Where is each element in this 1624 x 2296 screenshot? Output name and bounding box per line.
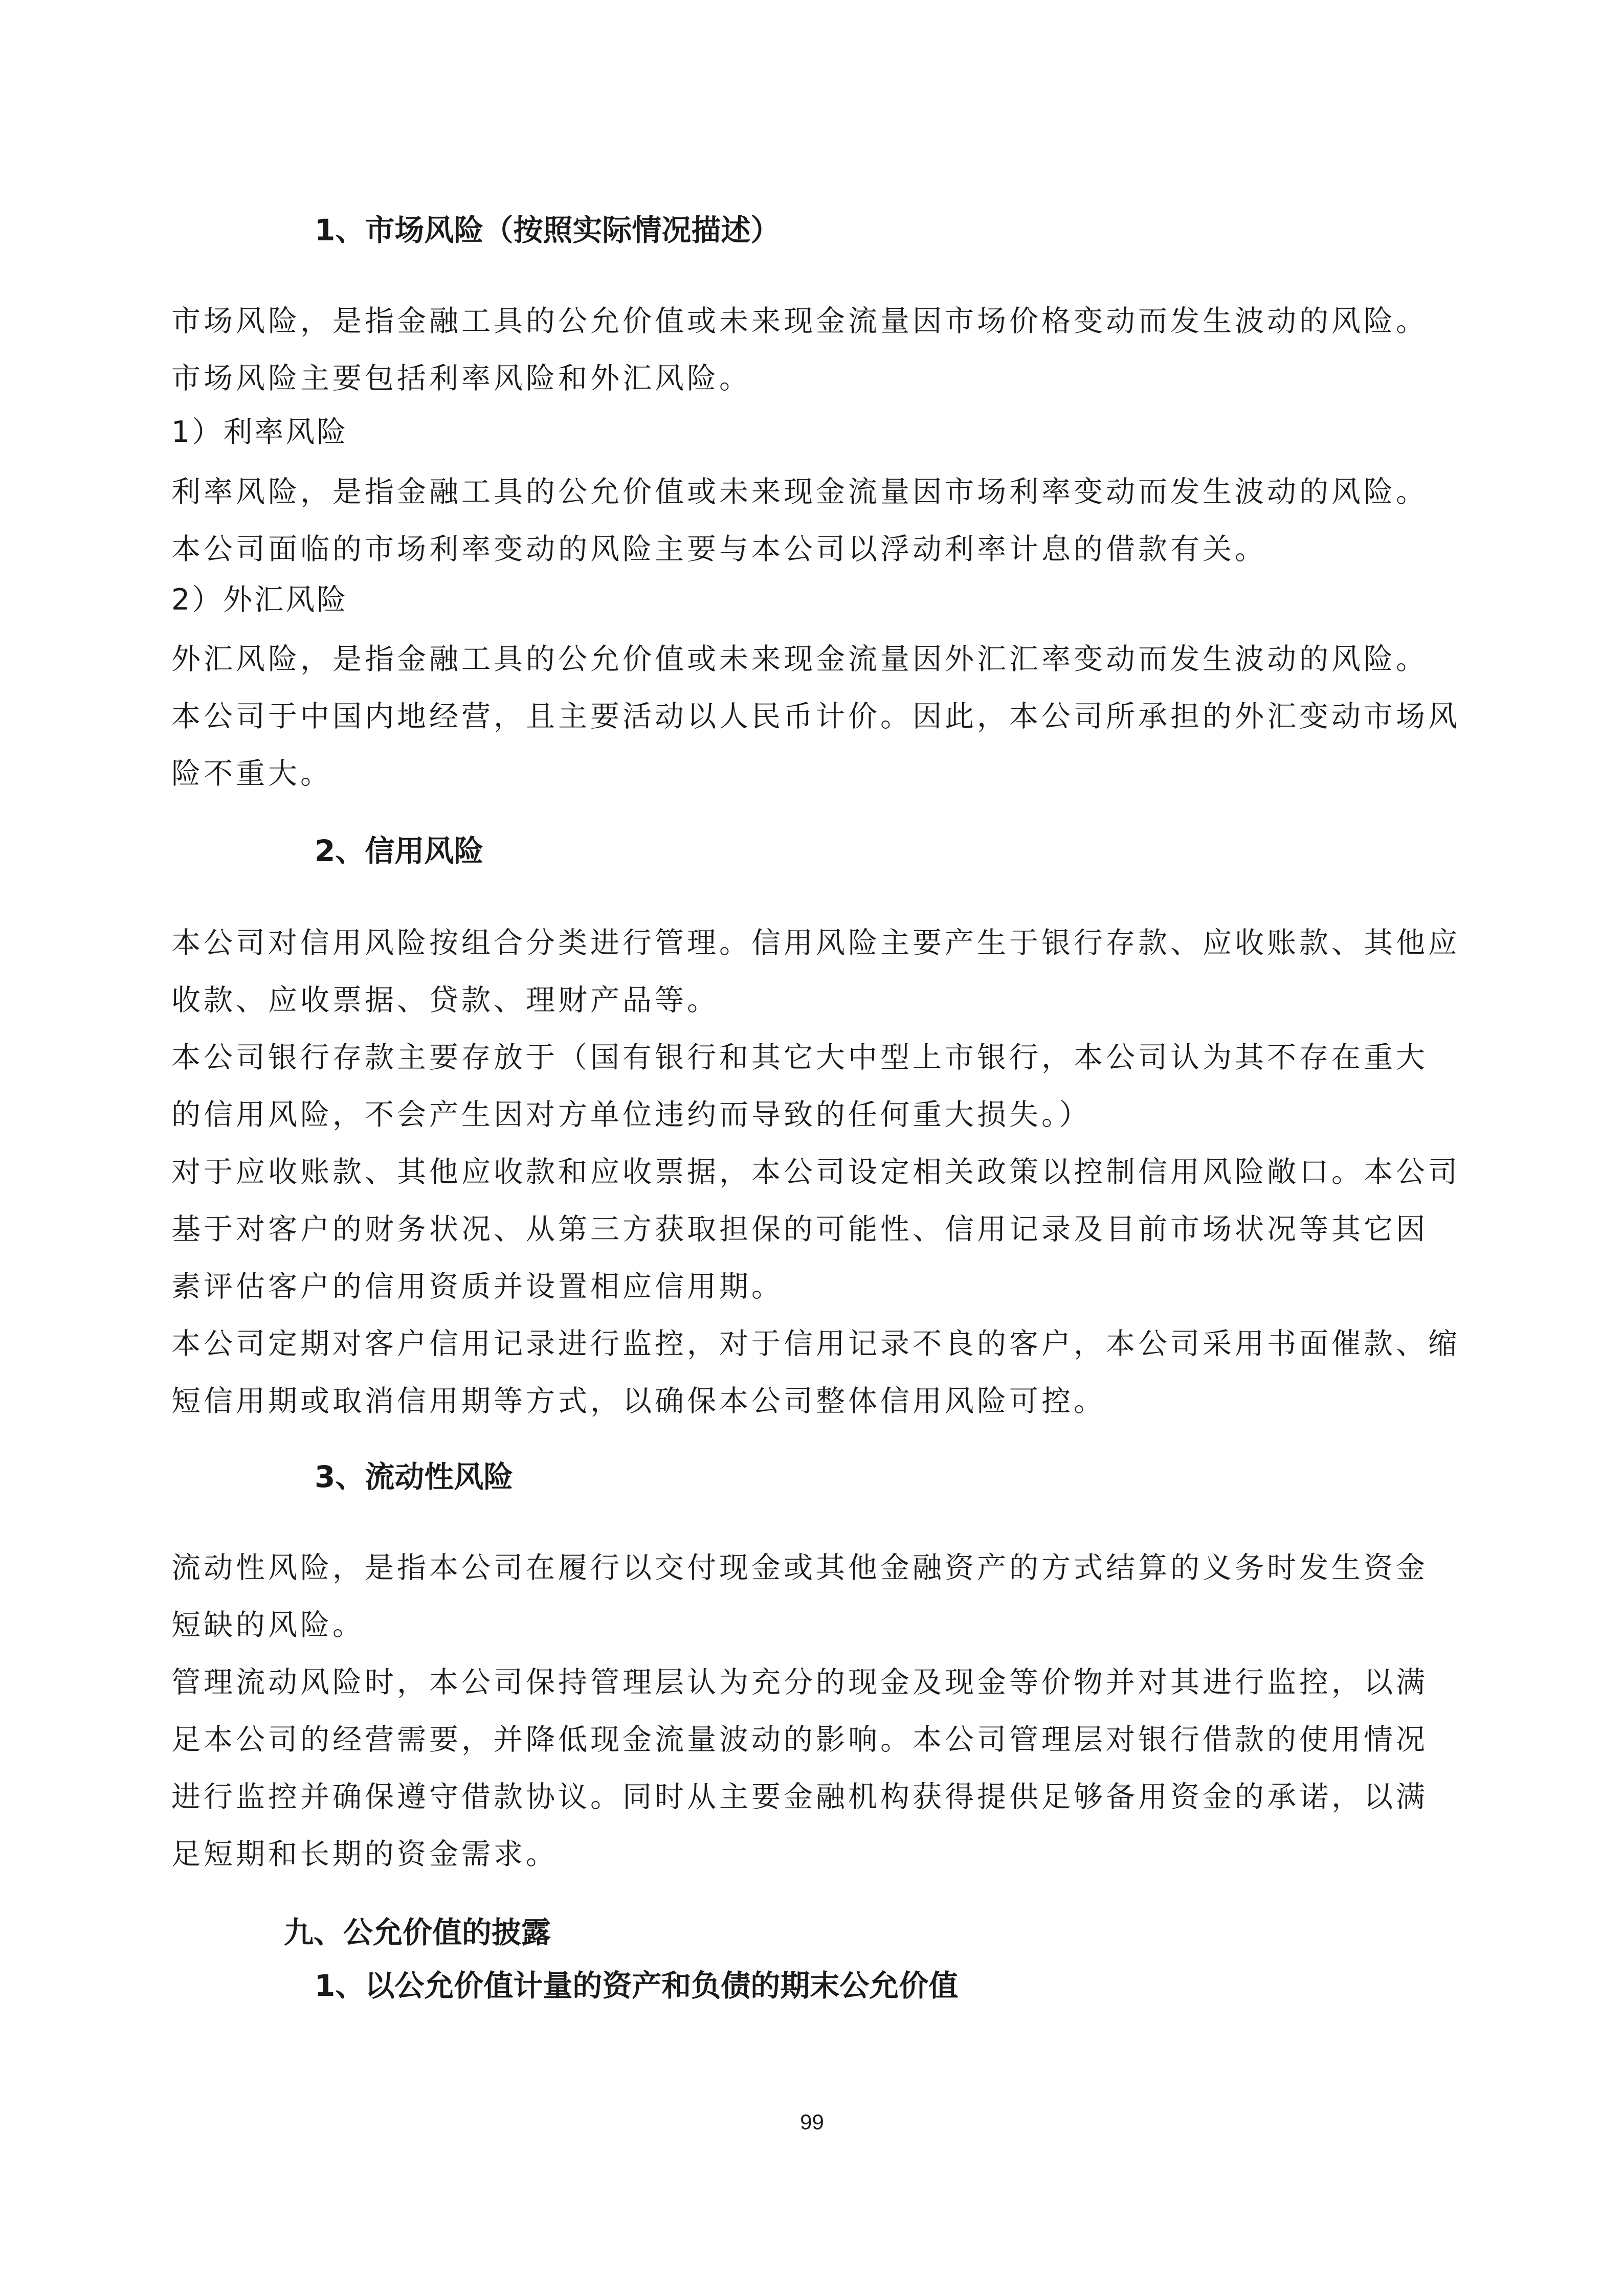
text-line: 对于应收账款、其他应收款和应收票据，本公司设定相关政策以控制信用风险敞口。本公司 xyxy=(171,1155,1460,1189)
paragraph-credit-risk-3 xyxy=(171,1143,1460,1315)
section-title-fair-value: 九、公允价值的披露 xyxy=(284,1915,551,1950)
text-line: 素评估客户的信用资质并设置相应信用期。 xyxy=(171,1270,784,1303)
paragraph-liquidity-risk-2 xyxy=(171,1654,1460,1883)
subheading-fx-risk: 2）外汇风险 xyxy=(171,583,348,617)
text-line: 本公司对信用风险按组合分类进行管理。信用风险主要产生于银行存款、应收账款、其他应 xyxy=(171,926,1460,960)
text-line: 管理流动风险时，本公司保持管理层认为充分的现金及现金等价物并对其进行监控，以满 xyxy=(171,1665,1428,1699)
heading-liquidity-risk: 3、流动性风险 xyxy=(315,1459,514,1494)
text-line: 收款、应收票据、贷款、理财产品等。 xyxy=(171,983,719,1017)
text-line: 流动性风险，是指本公司在履行以交付现金或其他金融资产的方式结算的义务时发生资金 xyxy=(171,1551,1428,1585)
paragraph-credit-risk-4 xyxy=(171,1315,1460,1430)
text-line: 足短期和长期的资金需求。 xyxy=(171,1837,558,1871)
text-line: 市场风险，是指金融工具的公允价值或未来现金流量因市场价格变动而发生波动的风险。 xyxy=(171,304,1428,338)
text-line: 本公司于中国内地经营，且主要活动以人民币计价。因此，本公司所承担的外汇变动市场风 xyxy=(171,700,1460,733)
text-line: 利率风险，是指金融工具的公允价值或未来现金流量因市场利率变动而发生波动的风险。 xyxy=(171,475,1428,509)
paragraph-credit-risk-2 xyxy=(171,1029,1460,1143)
paragraph-fx-risk xyxy=(171,631,1460,802)
paragraph-market-risk-intro xyxy=(171,292,1460,407)
text-line: 的信用风险，不会产生因对方单位违约而导致的任何重大损失。） xyxy=(171,1098,1092,1132)
text-line: 短信用期或取消信用期等方式，以确保本公司整体信用风险可控。 xyxy=(171,1384,1106,1418)
text-line: 短缺的风险。 xyxy=(171,1608,365,1642)
text-line: 本公司银行存款主要存放于（国有银行和其它大中型上市银行，本公司认为其不存在重大 xyxy=(171,1041,1428,1074)
text-line: 外汇风险，是指金融工具的公允价值或未来现金流量因外汇汇率变动而发生波动的风险。 xyxy=(171,642,1428,676)
page-number: 99 xyxy=(800,2110,824,2134)
text-line: 基于对客户的财务状况、从第三方获取担保的可能性、信用记录及目前市场状况等其它因 xyxy=(171,1212,1428,1246)
text-line: 险不重大。 xyxy=(171,757,332,791)
subheading-interest-rate-risk: 1）利率风险 xyxy=(171,415,348,449)
paragraph-credit-risk-1 xyxy=(171,914,1460,1029)
paragraph-liquidity-risk-1 xyxy=(171,1539,1460,1654)
text-line: 进行监控并确保遵守借款协议。同时从主要金融机构获得提供足够备用资金的承诺，以满 xyxy=(171,1780,1428,1814)
paragraph-interest-rate-risk xyxy=(171,463,1460,578)
heading-market-risk: 1、市场风险（按照实际情况描述） xyxy=(315,213,781,247)
text-line: 本公司定期对客户信用记录进行监控，对于信用记录不良的客户，本公司采用书面催款、缩 xyxy=(171,1327,1460,1361)
text-line: 市场风险主要包括利率风险和外汇风险。 xyxy=(171,362,751,395)
text-line: 足本公司的经营需要，并降低现金流量波动的影响。本公司管理层对银行借款的使用情况 xyxy=(171,1723,1428,1757)
heading-fair-value-measurement: 1、以公允价值计量的资产和负债的期末公允价值 xyxy=(315,1968,959,2003)
heading-credit-risk: 2、信用风险 xyxy=(315,834,484,868)
text-line: 本公司面临的市场利率变动的风险主要与本公司以浮动利率计息的借款有关。 xyxy=(171,532,1267,566)
